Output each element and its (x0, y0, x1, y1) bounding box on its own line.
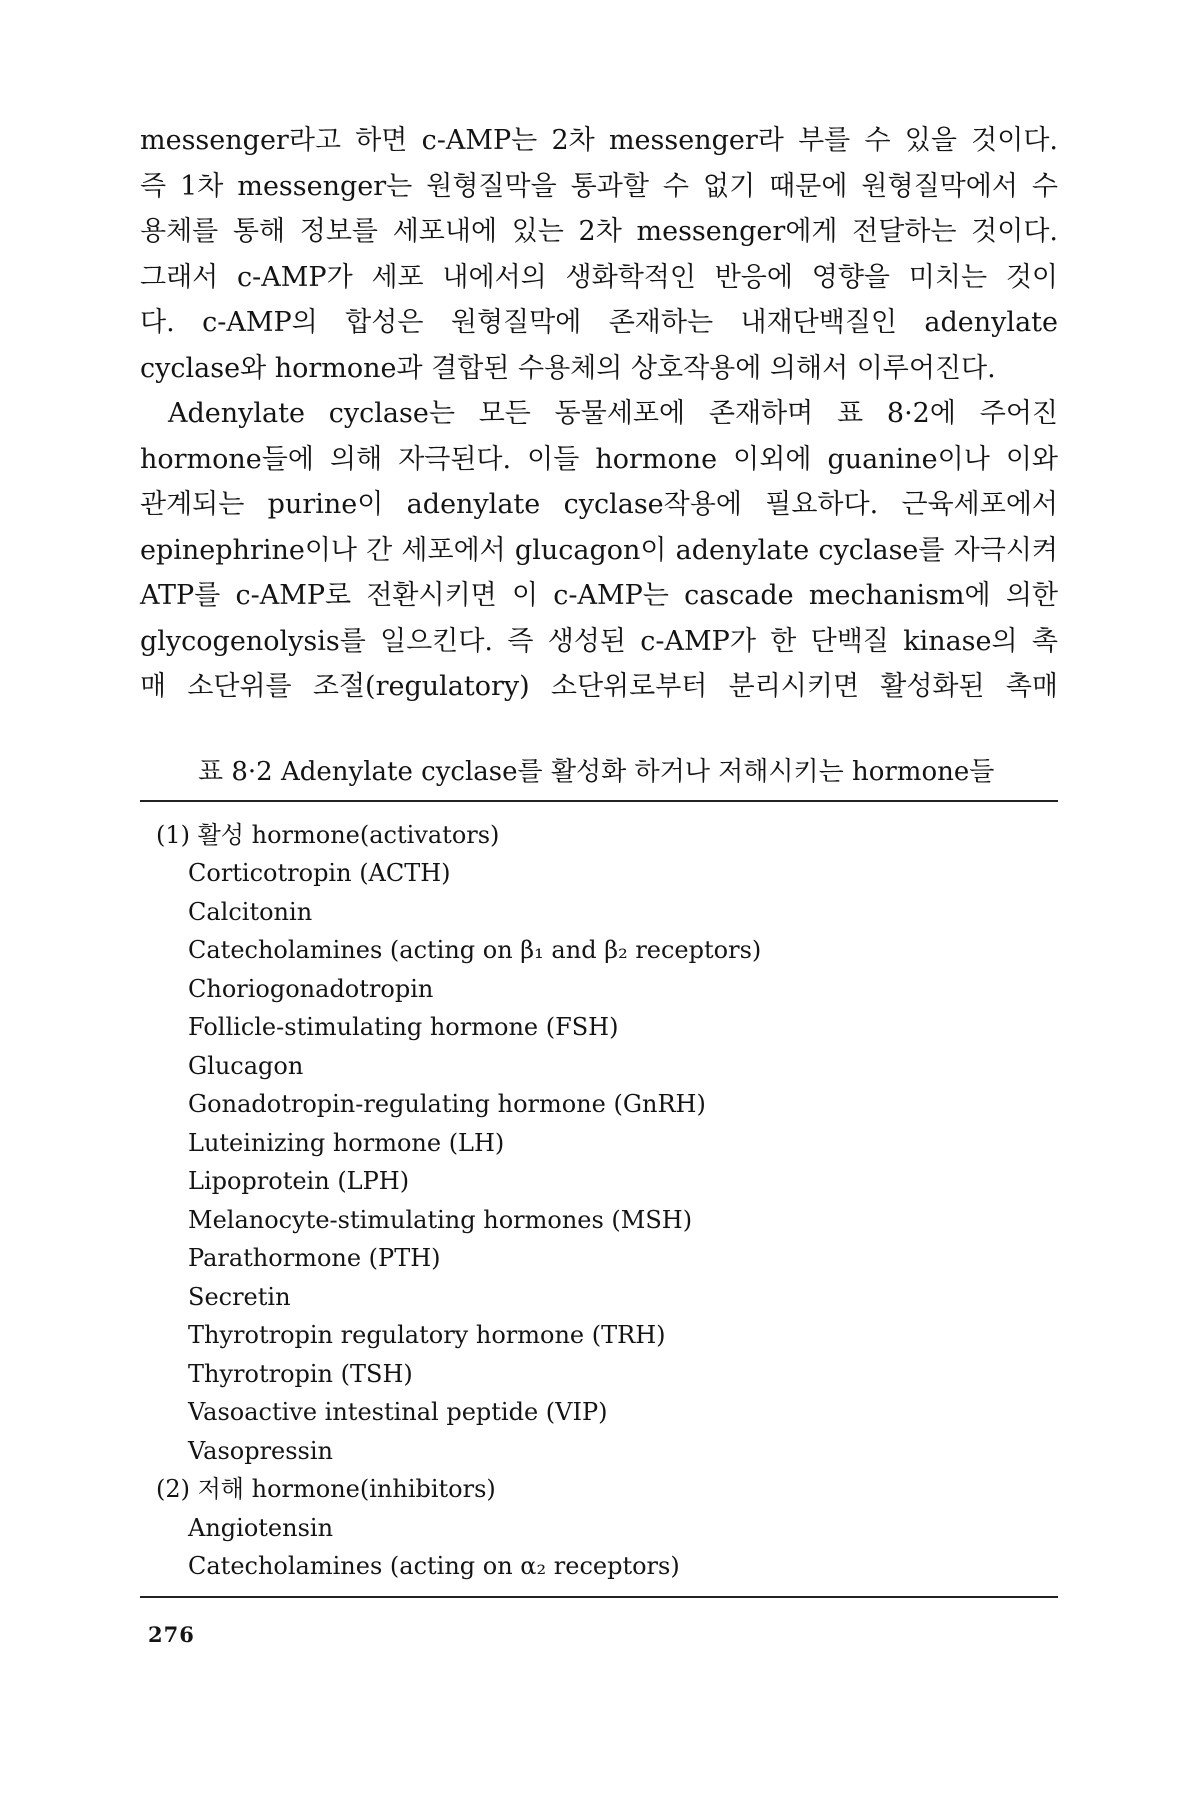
list-item: Vasopressin (188, 1436, 334, 1465)
list-item: Lipoprotein (LPH) (188, 1167, 410, 1195)
text-line: 다. c-AMP의 합성은 원형질막에 존재하는 내재단백질인 adenylate (140, 307, 1058, 338)
text-line: cyclase와 hormone과 결합된 수용체의 상호작용에 의해서 이루어진다. (140, 352, 996, 384)
body-paragraph-2 (140, 391, 1058, 710)
list-item: Parathormone (PTH) (188, 1244, 441, 1272)
hormone-list (140, 802, 1058, 1596)
text-line: messenger라고 하면 c-AMP는 2차 messenger라 부를 수 있을 것이다. (140, 125, 1058, 156)
list-item: Angiotensin (188, 1513, 334, 1542)
text-line: 용체를 통해 정보를 세포내에 있는 2차 messenger에게 전달하는 것이다. (140, 216, 1058, 247)
list-item: Catecholamines (acting on β₁ and β₂ receptors) (188, 936, 762, 964)
list-item: Glucagon (188, 1051, 304, 1080)
hormone-table (140, 754, 1058, 1598)
inhibitor-group-heading: (2) 저해 hormone(inhibitors) (156, 1475, 496, 1503)
table-bottom-rule (140, 1596, 1058, 1598)
text-line: hormone들에 의해 자극된다. 이들 hormone 이외에 guanine이나 이와 (140, 443, 1058, 475)
body-paragraph-1 (140, 118, 1058, 391)
list-item: Follicle-stimulating hormone (FSH) (188, 1013, 619, 1041)
text-line: epinephrine이나 간 세포에서 glucagon이 adenylate cyclase를 자극시켜 (140, 534, 1058, 566)
list-item: Thyrotropin regulatory hormone (TRH) (188, 1321, 666, 1349)
text-line: 매 소단위를 조절(regulatory) 소단위로부터 분리시키면 활성화된 촉매 (140, 671, 1058, 702)
text-line: 즉 1차 messenger는 원형질막을 통과할 수 없기 때문에 원형질막에서 수 (140, 170, 1058, 202)
list-item: Luteinizing hormone (LH) (188, 1128, 505, 1157)
list-item: Gonadotropin-regulating hormone (GnRH) (188, 1090, 706, 1118)
page-number: 276 (148, 1622, 195, 1647)
list-item: Secretin (188, 1282, 291, 1311)
list-item: Vasoactive intestinal peptide (VIP) (188, 1398, 608, 1426)
text-line: 그래서 c-AMP가 세포 내에서의 생화학적인 반응에 영향을 미치는 것이 (140, 261, 1058, 293)
text-line: ATP를 c-AMP로 전환시키면 이 c-AMP는 cascade mechanism에 의한 (140, 580, 1058, 611)
list-item: Catecholamines (acting on α₂ receptors) (188, 1552, 680, 1580)
text-line: glycogenolysis를 일으킨다. 즉 생성된 c-AMP가 한 단백질 kinase의 촉 (140, 625, 1058, 657)
activator-group-heading: (1) 활성 hormone(activators) (156, 820, 500, 849)
list-item: Calcitonin (188, 897, 313, 926)
table-caption: 표 8·2 Adenylate cyclase를 활성화 하거나 저해시키는 hormone들 (198, 756, 995, 787)
book-page (140, 118, 1058, 1598)
list-item: Corticotropin (ACTH) (188, 859, 451, 887)
list-item: Melanocyte-stimulating hormones (MSH) (188, 1205, 693, 1234)
text-line: 관계되는 purine이 adenylate cyclase작용에 필요하다. 근육세포에서 (140, 489, 1058, 520)
list-item: Thyrotropin (TSH) (188, 1359, 413, 1388)
text-line: Adenylate cyclase는 모든 동물세포에 존재하며 표 8·2에 주어진 (168, 398, 1058, 429)
list-item: Choriogonadotropin (188, 974, 434, 1003)
